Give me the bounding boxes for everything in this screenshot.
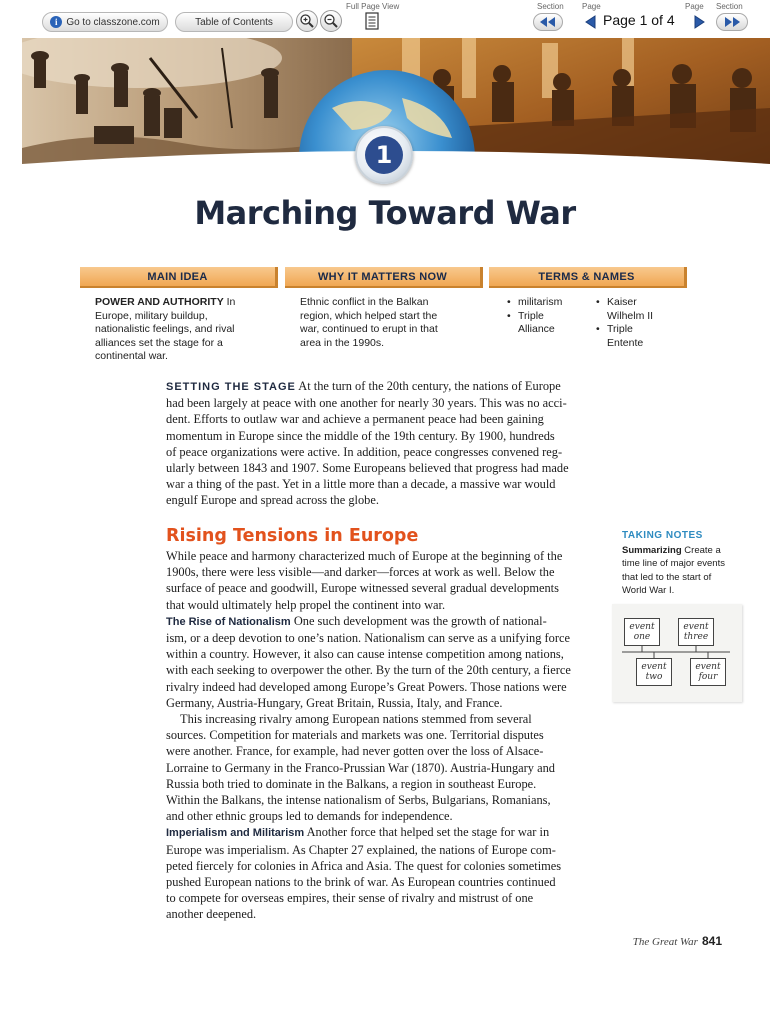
main-idea-line: continental war. [95, 350, 168, 363]
page-forward-label: Page [685, 2, 704, 11]
page-back-label: Page [582, 2, 601, 11]
body-line: rivalry indeed had developed among Europe’s Great Powers. Those nations were [166, 679, 567, 694]
term-text: militarism [518, 296, 563, 308]
classzone-label: Go to classzone.com [66, 16, 160, 28]
body-line: with each seeking to overpower the other. By the turn of the 20th century, a fierce [166, 663, 571, 678]
body-line: 1900s, there were less visible—and darker—forces at work as well. Below the [166, 565, 555, 580]
body-line: were another. France, for example, had never gotten over the loss of Alsace- [166, 744, 544, 759]
event-text: event [641, 662, 667, 672]
body-line: peted fiercely for colonies in Africa and Asia. The quest for colonies sometimes [166, 858, 562, 873]
body-line: had been largely at peace with one another for nearly 30 years. This was no acci- [166, 396, 567, 411]
event-box [678, 618, 714, 646]
body-line: Russia both tried to dominate in the Balkans, a region in southeast Europe. [166, 776, 537, 791]
notes-line: Create a [684, 545, 721, 556]
body-line: ularly between 1843 and 1907. Some Europeans believed that progress had made [166, 461, 569, 476]
body-line: Germany, Austria-Hungary, Great Britain, Russia, Italy, and France. [166, 695, 503, 710]
body-line: ism, or a deep devotion to one’s nation. Nationalism can serve as a unifying force [166, 631, 570, 646]
body-line: One such development was the growth of national- [293, 613, 547, 628]
body-line: within a country. However, it also can cause intense competition among nations, [166, 647, 564, 662]
main-idea-line: alliances set the stage for a [95, 336, 223, 349]
body-line: This increasing rivalry among European nations stemmed from several [180, 712, 532, 727]
nationalism-subheading: The Rise of Nationalism [166, 615, 291, 628]
zoom-out-icon [323, 13, 339, 29]
why-line: Ethnic conflict in the Balkan [300, 296, 429, 308]
book-title: The Great War [632, 936, 698, 948]
term-text: Triple [607, 323, 633, 336]
main-idea-line: nationalistic feelings, and rival [95, 323, 235, 336]
taking-notes-skill: Summarizing [622, 545, 682, 556]
event-box [636, 658, 672, 686]
notes-line: World War I. [622, 585, 675, 597]
page-indicator: Page 1 of 4 [603, 12, 675, 28]
body-line: sources. Competition for materials and markets was one. Territorial disputes [166, 728, 544, 743]
page-view-icon [364, 12, 380, 30]
viewer-toolbar [0, 0, 770, 40]
page-footer [633, 934, 722, 948]
notes-line: time line of major events [622, 558, 725, 570]
body-line: to compete for overseas empires, their sense of rivalry and mistrust of one [166, 891, 534, 906]
chevron-right-icon [692, 15, 706, 29]
body-line: and other ethnic groups led to demands for independence. [166, 809, 453, 824]
main-idea-line: Europe, military buildup, [95, 309, 208, 322]
classzone-button[interactable] [42, 12, 168, 32]
event-text: event [683, 622, 709, 632]
body-line: war a thing of the past. Yet in a little more than a decade, a massive war would [166, 477, 556, 492]
previous-section-button[interactable] [533, 13, 563, 31]
zoom-out-button[interactable] [320, 10, 342, 32]
chapter-title: Marching Toward War [194, 194, 576, 232]
rising-tensions-body [166, 548, 602, 923]
body-line: Lorraine to Germany in the Franco-Prussian War (1870). Austria-Hungary and [166, 760, 555, 775]
double-chevron-right-icon [722, 16, 742, 28]
toc-label: Table of Contents [195, 16, 273, 28]
page-number: 841 [701, 934, 722, 948]
main-idea-heading: MAIN IDEA [80, 267, 278, 288]
body-line: momentum in Europe since the middle of the 19th century. By 1900, hundreds [166, 428, 555, 443]
event-text: event [695, 662, 721, 672]
event-box [624, 618, 660, 646]
full-page-view-button[interactable] [361, 10, 383, 32]
main-idea-lead: POWER AND AUTHORITY [95, 296, 224, 308]
event-text: event [629, 622, 655, 632]
term-text: Alliance [518, 323, 555, 336]
body-line: Within the Balkans, the intense nationalism of Serbs, Bulgarians, Romanians, [166, 793, 551, 808]
event-text: four [698, 672, 718, 682]
body-line: that would ultimately help propel the continent into war. [166, 597, 446, 612]
info-icon: i [50, 16, 62, 28]
term-item[interactable] [596, 323, 686, 350]
main-idea-text [95, 296, 275, 364]
timeline-notecard [612, 604, 742, 702]
section-back-label: Section [537, 2, 564, 11]
event-text: two [645, 672, 663, 682]
why-it-matters-heading: WHY IT MATTERS NOW [285, 267, 483, 288]
terms-names-heading: TERMS & NAMES [489, 267, 687, 288]
term-text: Entente [607, 336, 644, 349]
term-text: Wilhelm II [607, 309, 654, 322]
full-page-view-label: Full Page View [346, 2, 400, 11]
body-line: surface of peace and goodwill, Europe witnessed several gradual developments [166, 581, 559, 596]
imperialism-subheading: Imperialism and Militarism [166, 827, 305, 840]
chapter-number: 1 [365, 136, 403, 174]
term-item[interactable] [507, 296, 587, 310]
taking-notes-text [622, 544, 740, 598]
why-line: region, which helped start the [300, 309, 438, 322]
main-idea-lead-tail: In [226, 296, 236, 308]
why-it-matters-text [300, 296, 480, 350]
previous-page-button[interactable] [582, 13, 600, 31]
body-line: Europe was imperialism. As Chapter 27 explained, the nations of Europe com- [166, 842, 556, 857]
notes-line: that led to the start of [622, 571, 712, 583]
taking-notes-heading: TAKING NOTES [622, 530, 703, 541]
table-of-contents-button[interactable] [175, 12, 293, 32]
section-heading: Rising Tensions in Europe [166, 526, 419, 546]
next-page-button[interactable] [690, 13, 708, 31]
zoom-in-button[interactable] [296, 10, 318, 32]
double-chevron-left-icon [538, 16, 558, 28]
term-text: Triple [518, 309, 544, 322]
next-section-button[interactable] [716, 13, 748, 31]
setting-stage-lead: SETTING THE STAGE [166, 381, 296, 393]
body-line: dent. Efforts to outlaw war and achieve a permanent peace had been gaining [166, 412, 544, 427]
event-box [690, 658, 726, 686]
chapter-number-badge [355, 126, 413, 184]
body-line: engulf Europe and spread across the globe. [166, 493, 379, 508]
terms-list-right [596, 296, 686, 350]
why-line: war, continued to erupt in that [300, 323, 438, 336]
event-text: three [683, 632, 709, 642]
body-line: Another force that helped set the stage for war in [306, 825, 550, 840]
body-line: At the turn of the 20th century, the nations of Europe [298, 379, 561, 393]
body-line: pushed European nations to the brink of war. As European countries continued [166, 875, 556, 890]
term-item[interactable] [507, 310, 587, 337]
zoom-in-icon [299, 13, 315, 29]
why-line: area in the 1990s. [300, 336, 385, 349]
terms-list-left [507, 296, 587, 337]
term-item[interactable] [596, 296, 686, 323]
body-line: While peace and harmony characterized much of Europe at the beginning of the [166, 549, 563, 563]
body-line: another deepened. [166, 907, 257, 922]
setting-the-stage-paragraph [166, 378, 602, 509]
event-text: one [633, 632, 651, 642]
chevron-left-icon [584, 15, 598, 29]
body-line: of peace organizations were active. In addition, peace congresses convened reg- [166, 444, 563, 459]
term-text: Kaiser [607, 296, 637, 308]
section-forward-label: Section [716, 2, 743, 11]
